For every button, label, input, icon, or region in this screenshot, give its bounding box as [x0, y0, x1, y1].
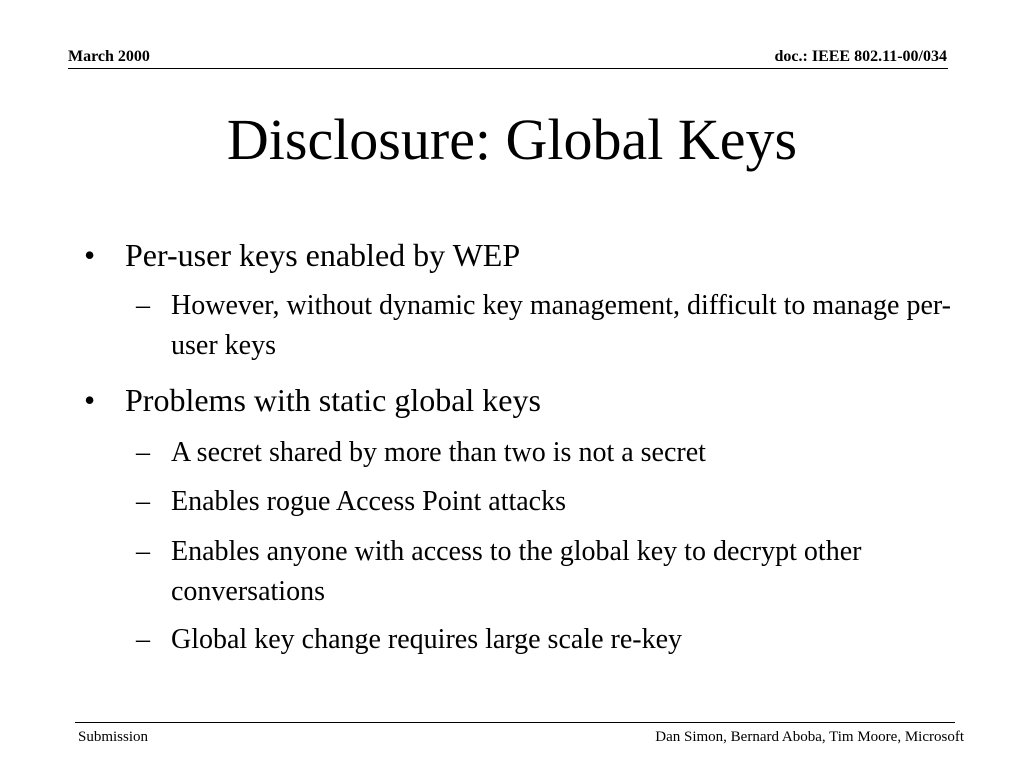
header-doc-id: doc.: IEEE 802.11-00/034: [774, 48, 947, 65]
sub-bullet-text: Enables rogue Access Point attacks: [171, 486, 567, 517]
sub-bullet-text: However, without dynamic key management, difficult to manage per-user keys: [171, 290, 951, 361]
bullet-marker: •: [84, 382, 96, 418]
footer-authors: Dan Simon, Bernard Aboba, Tim Moore, Microsoft: [655, 729, 964, 745]
header-date: March 2000: [68, 48, 150, 65]
slide-title: Disclosure: Global Keys: [226, 107, 798, 172]
sub-bullet-text: Enables anyone with access to the global key to decrypt other conversations: [171, 536, 862, 607]
dash-marker: –: [136, 437, 150, 468]
sub-bullet-text: Global key change requires large scale re-key: [171, 624, 683, 655]
dash-marker: –: [136, 486, 150, 517]
dash-marker: –: [136, 536, 150, 567]
sub-bullet-text: A secret shared by more than two is not a secret: [171, 437, 706, 468]
bullet-text: Problems with static global keys: [125, 382, 541, 418]
dash-marker: –: [136, 624, 150, 655]
dash-marker: –: [136, 290, 150, 321]
bullet-text: Per-user keys enabled by WEP: [125, 237, 521, 273]
bullet-marker: •: [84, 237, 96, 273]
header-divider: [68, 68, 948, 69]
footer-label: Submission: [78, 729, 149, 745]
footer-divider: [75, 722, 955, 723]
